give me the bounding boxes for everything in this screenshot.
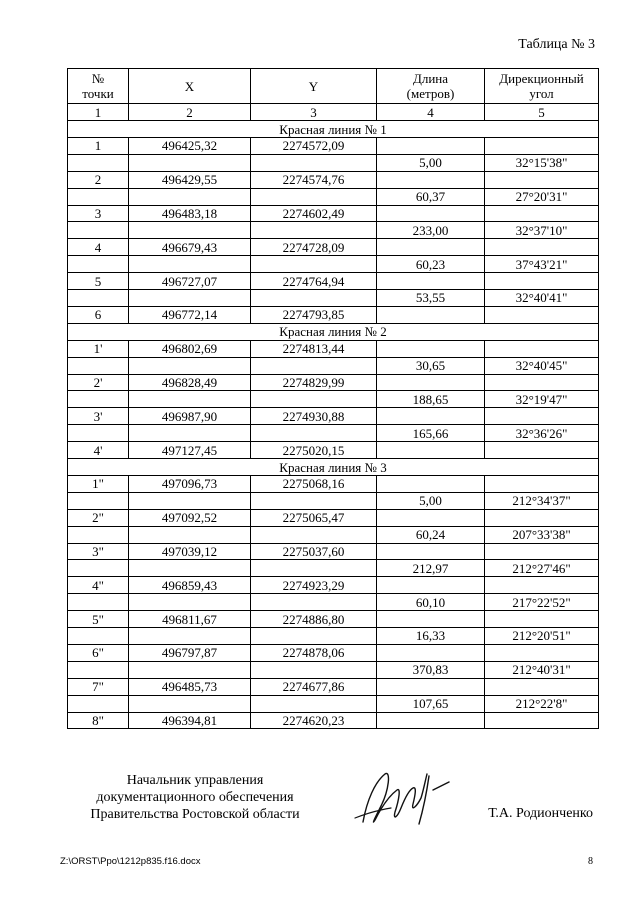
point-row	[68, 408, 599, 425]
section-row	[68, 323, 599, 340]
header-point-number-line1: №	[91, 71, 105, 86]
point-number-cell	[68, 357, 129, 374]
length-cell: 16,33	[377, 628, 485, 645]
angle-cell: 32°40'45"	[485, 357, 599, 374]
header-point-number-line2: точки	[82, 86, 114, 101]
point-number-cell	[68, 661, 129, 678]
length-cell: 60,37	[377, 188, 485, 205]
angle-cell	[485, 543, 599, 560]
y-coordinate-cell	[251, 256, 377, 273]
length-cell: 233,00	[377, 222, 485, 239]
column-number: 3	[251, 104, 377, 121]
footer-file-path: Z:\ORST\Ppo\1212p835.f16.docx	[60, 856, 201, 867]
y-coordinate-cell: 2275020,15	[251, 442, 377, 459]
position-line: документационного обеспечения	[96, 790, 294, 805]
point-number-cell: 2'	[68, 374, 129, 391]
x-coordinate-cell	[129, 357, 251, 374]
point-number-cell: 3"	[68, 543, 129, 560]
angle-cell	[485, 171, 599, 188]
y-coordinate-cell: 2274878,06	[251, 644, 377, 661]
y-coordinate-cell: 2275068,16	[251, 476, 377, 493]
header-angle	[485, 69, 599, 104]
angle-cell	[485, 678, 599, 695]
segment-row	[68, 391, 599, 408]
segment-row	[68, 628, 599, 645]
x-coordinate-cell: 496727,07	[129, 273, 251, 290]
y-coordinate-cell: 2274829,99	[251, 374, 377, 391]
length-cell	[377, 171, 485, 188]
y-coordinate-cell	[251, 594, 377, 611]
section-title: Красная линия № 2	[68, 323, 599, 340]
point-number-cell: 2"	[68, 509, 129, 526]
angle-cell: 32°36'26"	[485, 425, 599, 442]
x-coordinate-cell: 496828,49	[129, 374, 251, 391]
y-coordinate-cell: 2274923,29	[251, 577, 377, 594]
x-coordinate-cell: 496483,18	[129, 205, 251, 222]
x-coordinate-cell	[129, 661, 251, 678]
point-row	[68, 476, 599, 493]
header-point-number	[68, 69, 129, 104]
angle-cell	[485, 442, 599, 459]
x-coordinate-cell	[129, 154, 251, 171]
page-number: 8	[588, 856, 593, 867]
signatory-position	[80, 772, 310, 823]
angle-cell: 32°37'10"	[485, 222, 599, 239]
point-number-cell: 2	[68, 171, 129, 188]
header-angle-line2: угол	[529, 86, 554, 101]
angle-cell: 217°22'52"	[485, 594, 599, 611]
y-coordinate-cell	[251, 492, 377, 509]
length-cell: 165,66	[377, 425, 485, 442]
table-title: Таблица № 3	[518, 37, 595, 52]
point-number-cell: 6"	[68, 644, 129, 661]
y-coordinate-cell	[251, 188, 377, 205]
length-cell: 5,00	[377, 492, 485, 509]
position-line: Начальник управления	[126, 773, 264, 788]
length-cell: 53,55	[377, 290, 485, 307]
segment-row	[68, 492, 599, 509]
x-coordinate-cell: 496797,87	[129, 644, 251, 661]
point-number-cell: 5"	[68, 611, 129, 628]
point-number-cell: 4'	[68, 442, 129, 459]
x-coordinate-cell: 496425,32	[129, 138, 251, 155]
y-coordinate-cell: 2274930,88	[251, 408, 377, 425]
length-cell	[377, 644, 485, 661]
y-coordinate-cell	[251, 222, 377, 239]
length-cell: 60,24	[377, 526, 485, 543]
length-cell	[377, 442, 485, 459]
angle-cell: 32°15'38"	[485, 154, 599, 171]
y-coordinate-cell	[251, 154, 377, 171]
point-row	[68, 374, 599, 391]
length-cell	[377, 374, 485, 391]
y-coordinate-cell: 2275065,47	[251, 509, 377, 526]
section-row	[68, 121, 599, 138]
point-row	[68, 611, 599, 628]
angle-cell: 32°19'47"	[485, 391, 599, 408]
point-row	[68, 543, 599, 560]
header-row	[68, 69, 599, 104]
x-coordinate-cell: 497096,73	[129, 476, 251, 493]
y-coordinate-cell: 2274813,44	[251, 340, 377, 357]
x-coordinate-cell: 496394,81	[129, 712, 251, 729]
segment-row	[68, 661, 599, 678]
x-coordinate-cell: 496485,73	[129, 678, 251, 695]
angle-cell: 212°20'51"	[485, 628, 599, 645]
x-coordinate-cell	[129, 290, 251, 307]
angle-cell	[485, 273, 599, 290]
coordinates-table	[67, 68, 599, 729]
y-coordinate-cell: 2274572,09	[251, 138, 377, 155]
x-coordinate-cell	[129, 391, 251, 408]
angle-cell	[485, 509, 599, 526]
length-cell	[377, 712, 485, 729]
point-number-cell: 1'	[68, 340, 129, 357]
point-number-cell: 4"	[68, 577, 129, 594]
point-number-cell: 5	[68, 273, 129, 290]
segment-row	[68, 425, 599, 442]
angle-cell	[485, 644, 599, 661]
angle-cell	[485, 239, 599, 256]
angle-cell	[485, 340, 599, 357]
angle-cell: 212°22'8"	[485, 695, 599, 712]
angle-cell: 212°40'31"	[485, 661, 599, 678]
segment-row	[68, 290, 599, 307]
angle-cell	[485, 138, 599, 155]
length-cell	[377, 611, 485, 628]
length-cell	[377, 273, 485, 290]
header-length-line2: (метров)	[406, 86, 455, 101]
length-cell: 60,10	[377, 594, 485, 611]
y-coordinate-cell	[251, 628, 377, 645]
y-coordinate-cell	[251, 290, 377, 307]
y-coordinate-cell	[251, 425, 377, 442]
x-coordinate-cell: 496811,67	[129, 611, 251, 628]
point-row	[68, 577, 599, 594]
point-number-cell: 7"	[68, 678, 129, 695]
x-coordinate-cell: 496772,14	[129, 306, 251, 323]
angle-cell: 37°43'21"	[485, 256, 599, 273]
point-row	[68, 239, 599, 256]
point-number-cell: 8"	[68, 712, 129, 729]
y-coordinate-cell: 2274602,49	[251, 205, 377, 222]
point-number-cell	[68, 188, 129, 205]
length-cell	[377, 476, 485, 493]
point-number-cell: 4	[68, 239, 129, 256]
segment-row	[68, 594, 599, 611]
angle-cell: 27°20'31"	[485, 188, 599, 205]
length-cell: 188,65	[377, 391, 485, 408]
length-cell: 370,83	[377, 661, 485, 678]
header-angle-line1: Дирекционный	[499, 71, 584, 86]
length-cell	[377, 408, 485, 425]
point-row	[68, 273, 599, 290]
x-coordinate-cell: 497039,12	[129, 543, 251, 560]
y-coordinate-cell: 2274764,94	[251, 273, 377, 290]
point-row	[68, 442, 599, 459]
length-cell: 212,97	[377, 560, 485, 577]
signatory-name: Т.А. Родионченко	[488, 806, 593, 821]
point-number-cell: 1"	[68, 476, 129, 493]
x-coordinate-cell	[129, 628, 251, 645]
angle-cell	[485, 374, 599, 391]
angle-cell	[485, 306, 599, 323]
y-coordinate-cell: 2274886,80	[251, 611, 377, 628]
section-title: Красная линия № 3	[68, 459, 599, 476]
column-numbering-row	[68, 104, 599, 121]
point-number-cell	[68, 594, 129, 611]
header-x: X	[129, 69, 251, 104]
point-number-cell	[68, 628, 129, 645]
length-cell	[377, 239, 485, 256]
point-row	[68, 306, 599, 323]
section-row	[68, 459, 599, 476]
table-body	[68, 121, 599, 729]
y-coordinate-cell: 2275037,60	[251, 543, 377, 560]
point-number-cell	[68, 425, 129, 442]
x-coordinate-cell: 496987,90	[129, 408, 251, 425]
y-coordinate-cell: 2274677,86	[251, 678, 377, 695]
length-cell: 5,00	[377, 154, 485, 171]
point-number-cell	[68, 391, 129, 408]
angle-cell: 207°33'38"	[485, 526, 599, 543]
x-coordinate-cell: 496429,55	[129, 171, 251, 188]
point-number-cell	[68, 222, 129, 239]
segment-row	[68, 256, 599, 273]
length-cell	[377, 205, 485, 222]
x-coordinate-cell	[129, 695, 251, 712]
x-coordinate-cell: 496802,69	[129, 340, 251, 357]
angle-cell	[485, 577, 599, 594]
angle-cell	[485, 408, 599, 425]
point-row	[68, 712, 599, 729]
x-coordinate-cell	[129, 425, 251, 442]
angle-cell	[485, 611, 599, 628]
x-coordinate-cell	[129, 492, 251, 509]
x-coordinate-cell	[129, 594, 251, 611]
segment-row	[68, 560, 599, 577]
handwritten-signature	[345, 760, 455, 840]
angle-cell	[485, 205, 599, 222]
segment-row	[68, 695, 599, 712]
segment-row	[68, 154, 599, 171]
segment-row	[68, 357, 599, 374]
length-cell: 30,65	[377, 357, 485, 374]
length-cell	[377, 543, 485, 560]
x-coordinate-cell: 497127,45	[129, 442, 251, 459]
point-number-cell: 6	[68, 306, 129, 323]
point-number-cell: 3	[68, 205, 129, 222]
length-cell: 107,65	[377, 695, 485, 712]
point-number-cell	[68, 256, 129, 273]
angle-cell: 212°34'37"	[485, 492, 599, 509]
y-coordinate-cell	[251, 391, 377, 408]
length-cell	[377, 577, 485, 594]
point-row	[68, 171, 599, 188]
point-number-cell	[68, 526, 129, 543]
y-coordinate-cell: 2274574,76	[251, 171, 377, 188]
segment-row	[68, 222, 599, 239]
point-number-cell: 1	[68, 138, 129, 155]
x-coordinate-cell	[129, 222, 251, 239]
point-row	[68, 644, 599, 661]
header-y: Y	[251, 69, 377, 104]
header-length-line1: Длина	[412, 71, 449, 86]
length-cell	[377, 138, 485, 155]
y-coordinate-cell: 2274728,09	[251, 239, 377, 256]
x-coordinate-cell	[129, 526, 251, 543]
length-cell	[377, 340, 485, 357]
y-coordinate-cell: 2274793,85	[251, 306, 377, 323]
point-number-cell	[68, 154, 129, 171]
angle-cell: 212°27'46"	[485, 560, 599, 577]
length-cell	[377, 678, 485, 695]
section-title: Красная линия № 1	[68, 121, 599, 138]
point-number-cell	[68, 560, 129, 577]
x-coordinate-cell	[129, 560, 251, 577]
y-coordinate-cell	[251, 661, 377, 678]
point-number-cell	[68, 695, 129, 712]
segment-row	[68, 188, 599, 205]
point-row	[68, 205, 599, 222]
x-coordinate-cell	[129, 188, 251, 205]
x-coordinate-cell	[129, 256, 251, 273]
header-length	[377, 69, 485, 104]
point-number-cell	[68, 290, 129, 307]
y-coordinate-cell: 2274620,23	[251, 712, 377, 729]
point-row	[68, 138, 599, 155]
length-cell	[377, 509, 485, 526]
x-coordinate-cell: 496859,43	[129, 577, 251, 594]
angle-cell	[485, 476, 599, 493]
column-number: 1	[68, 104, 129, 121]
position-line: Правительства Ростовской области	[90, 807, 300, 822]
y-coordinate-cell	[251, 526, 377, 543]
angle-cell	[485, 712, 599, 729]
point-row	[68, 340, 599, 357]
y-coordinate-cell	[251, 560, 377, 577]
point-number-cell: 3'	[68, 408, 129, 425]
angle-cell: 32°40'41"	[485, 290, 599, 307]
x-coordinate-cell: 497092,52	[129, 509, 251, 526]
length-cell	[377, 306, 485, 323]
x-coordinate-cell: 496679,43	[129, 239, 251, 256]
column-number: 5	[485, 104, 599, 121]
y-coordinate-cell	[251, 695, 377, 712]
segment-row	[68, 526, 599, 543]
point-row	[68, 678, 599, 695]
column-number: 2	[129, 104, 251, 121]
y-coordinate-cell	[251, 357, 377, 374]
point-number-cell	[68, 492, 129, 509]
length-cell: 60,23	[377, 256, 485, 273]
column-number: 4	[377, 104, 485, 121]
point-row	[68, 509, 599, 526]
